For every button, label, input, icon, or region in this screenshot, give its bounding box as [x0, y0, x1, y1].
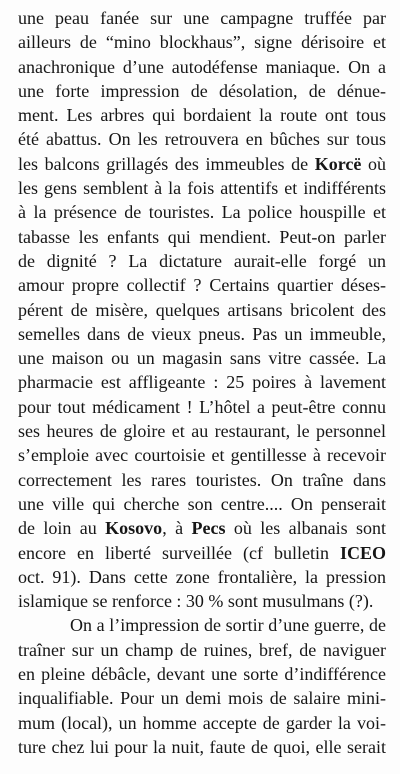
text-line [18, 176, 386, 200]
text-line [18, 735, 386, 759]
bold-term: Pecs [191, 518, 226, 539]
text-segment: mum (local), un homme accepte de garder la voi- [18, 712, 386, 733]
text-line [18, 79, 386, 103]
bold-term: ICEO [339, 542, 386, 563]
text-segment: traîner sur un champ de ruines, bref, de naviguer [18, 639, 386, 660]
text-segment: où les albanais sont [225, 518, 386, 539]
text-segment: amour propre collectif ? Certains quartier déses- [18, 275, 386, 296]
text-segment: de loin au [18, 518, 106, 539]
bold-term: Kosovo [105, 518, 163, 539]
text-line [18, 152, 386, 176]
text-segment: les balcons grillagés des immeubles de [18, 153, 315, 174]
text-line [18, 468, 386, 492]
text-line [18, 30, 386, 54]
text-segment: les gens semblent à la fois attentifs et indifférents [18, 178, 386, 199]
text-segment: , à [162, 518, 192, 539]
text-line [18, 516, 386, 540]
text-line [18, 443, 386, 467]
text-segment: islamique se renforce : 30 % sont musulmans (?). [18, 591, 374, 612]
text-line [18, 370, 386, 394]
text-line [18, 200, 386, 224]
text-segment: une peau fanée sur une campagne truffée par [18, 8, 386, 28]
text-segment: semelles dans de vieux pneus. Pas un immeuble, [18, 323, 386, 344]
text-segment: encore en liberté surveillée (cf bulletin [18, 542, 340, 563]
text-segment: ses heures de gloire et au restaurant, le personnel [18, 421, 386, 442]
text-segment: s’emploie avec courtoisie et gentillesse à recevoir [18, 445, 386, 466]
text-line [18, 55, 386, 79]
text-line [18, 6, 386, 30]
text-segment: inqualifiable. Pour un demi mois de salaire mini- [18, 688, 386, 709]
text-line [18, 662, 386, 686]
text-line [18, 298, 386, 322]
text-line [18, 492, 386, 516]
text-segment: où [361, 153, 386, 174]
text-segment: pharmacie est affligeante : 25 poires à lavement [18, 372, 386, 393]
text-line [18, 249, 386, 273]
text-line [18, 322, 386, 346]
text-line [18, 711, 386, 735]
text-segment: tabasse les enfants qui mendient. Peut-on parler [18, 226, 386, 247]
text-line [18, 127, 386, 151]
text-line [18, 346, 386, 370]
text-column [18, 6, 386, 759]
text-segment: pour tout médicament ! L’hôtel a peut-être connu [18, 396, 386, 417]
text-line [18, 273, 386, 297]
text-segment: une maison ou un magasin sans vitre cassée. La [18, 348, 386, 369]
text-line [18, 589, 386, 613]
text-segment: une forte impression de désolation, de dénue- [18, 80, 386, 101]
text-segment: correctement les rares touristes. On traîne dans [18, 469, 386, 490]
paragraph [18, 6, 386, 613]
text-line [18, 225, 386, 249]
text-segment: oct. 91). Dans cette zone frontalière, la pression [18, 566, 386, 587]
text-line [18, 686, 386, 710]
text-segment: en pleine débâcle, devant une sorte d’indifférence [18, 664, 386, 685]
text-segment: anachronique d’une autodéfense maniaque. On a [18, 56, 386, 77]
text-segment: ture chez lui pour la nuit, faute de quoi, elle serait [18, 736, 386, 757]
text-segment: ailleurs de “mino blockhaus”, signe dérisoire et [18, 32, 386, 53]
text-line [18, 565, 386, 589]
text-line [18, 613, 386, 637]
text-segment: une ville qui cherche son centre.... On penserait [18, 493, 386, 514]
text-segment: été abattus. On les retrouvera en bûches sur tous [18, 129, 386, 150]
text-line [18, 103, 386, 127]
paragraph [18, 613, 386, 759]
text-segment: de dignité ? La dictature aurait-elle forgé un [18, 250, 386, 271]
text-line [18, 395, 386, 419]
text-line [18, 419, 386, 443]
text-segment: à la présence de touristes. La police houspille et [18, 202, 386, 223]
bold-term: Korcë [314, 153, 362, 174]
text-line [18, 541, 386, 565]
text-segment: On a l’impression de sortir d’une guerre, de [70, 615, 386, 636]
text-segment: ment. Les arbres qui bordaient la route ont tous [18, 105, 386, 126]
text-line [18, 638, 386, 662]
text-segment: pérent de misère, quelques artisans bricolent des [18, 299, 386, 320]
